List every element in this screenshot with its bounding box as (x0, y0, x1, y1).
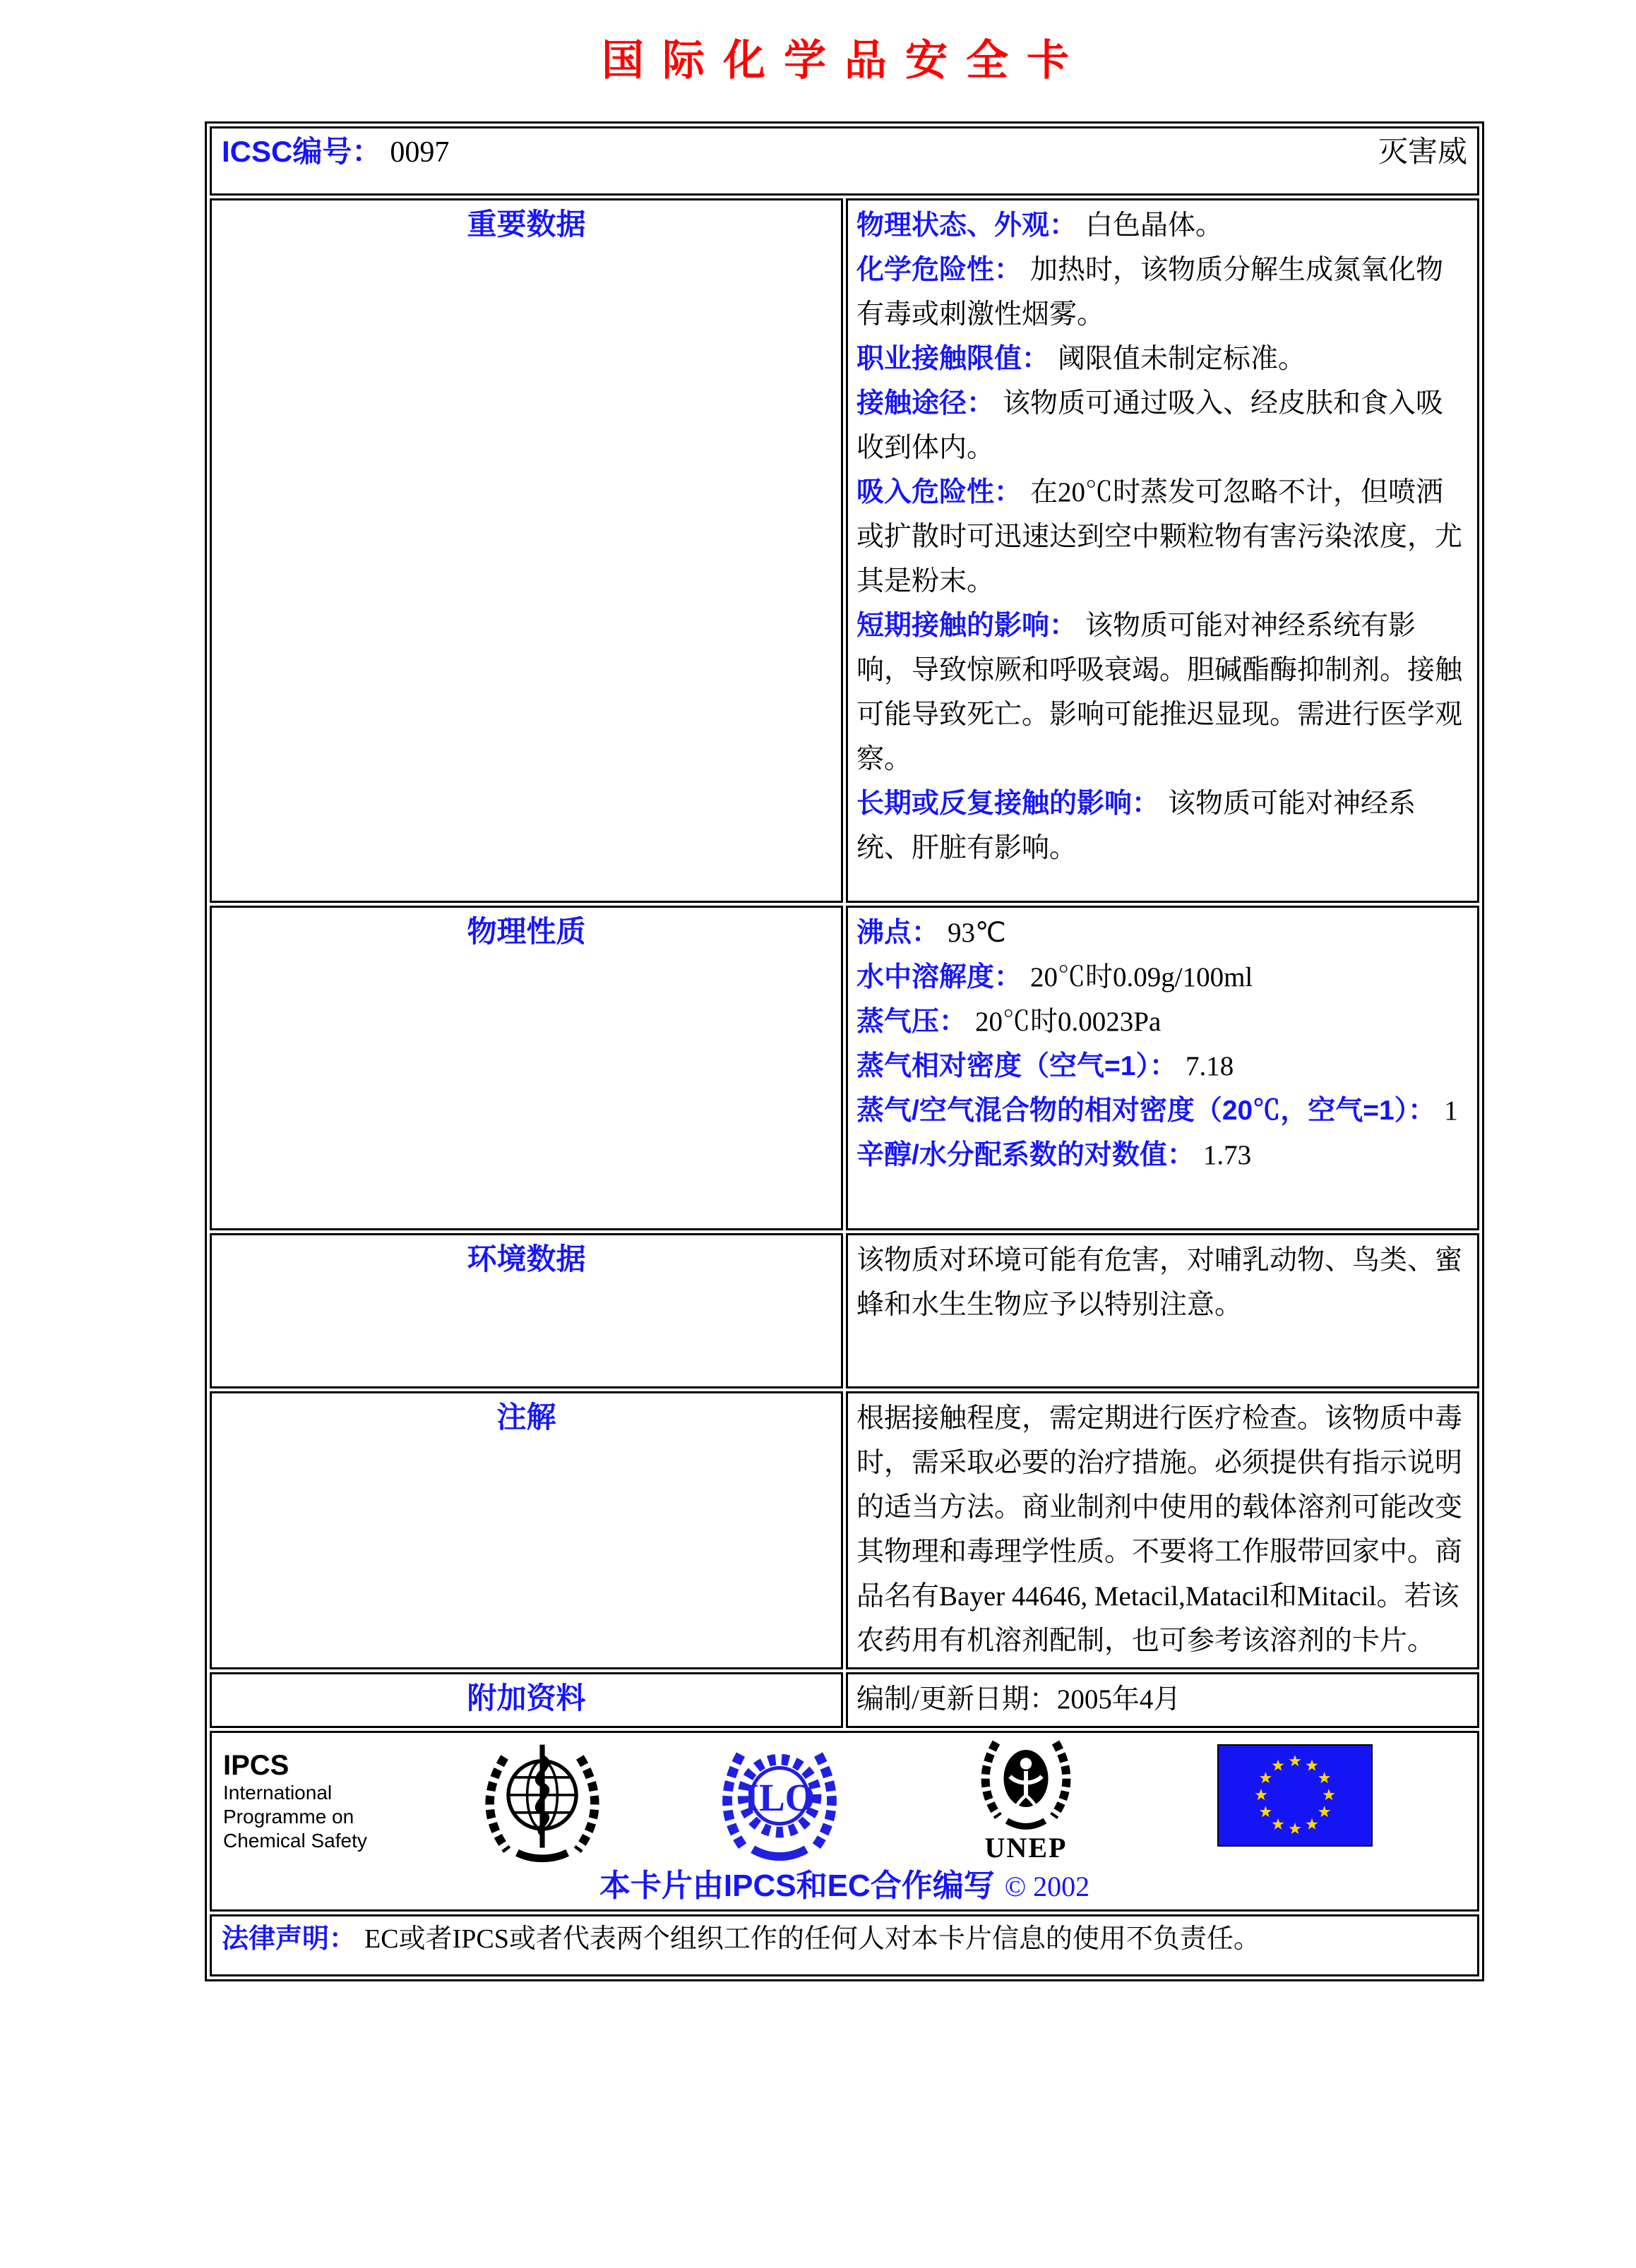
notes-text: 根据接触程度，需定期进行医疗检查。该物质中毒时，需采取必要的治疗措施。必须提供有指示说明的适当方法。商业制剂中使用的载体溶剂可能改变其物理和毒理学性质。不要将工作服带回家中。商品名有Bayer 44646, Metacil,Matacil和Mitacil。若该农药用有机溶剂配制，也可参考该溶剂的卡片。 (856, 1403, 1463, 1656)
eu-flag-icon (1217, 1744, 1373, 1850)
important-item: 化学危险性： 加热时，该物质分解生成氮氧化物有毒或刺激性烟雾。 (856, 255, 1444, 330)
legal-row (210, 1914, 1479, 1976)
section-label-notes: 注解 (210, 1391, 843, 1669)
physical-properties-row (210, 906, 1479, 1230)
physical-property-line: 蒸气压： 20℃时0.0023Pa (856, 1007, 1162, 1037)
section-label-physical: 物理性质 (210, 906, 843, 1230)
additional-info-text: 编制/更新日期：2005年4月 (856, 1684, 1181, 1715)
additional-info-content (846, 1672, 1479, 1728)
unep-label: UNEP (984, 1832, 1068, 1864)
copyright-text: © 2002 (1004, 1871, 1090, 1902)
important-item: 长期或反复接触的影响： 该物质可能对神经系统、肝脏有影响。 (856, 788, 1416, 863)
svg-text:ILO: ILO (744, 1775, 816, 1819)
important-data-content (846, 198, 1479, 903)
chemical-name: 灭害威 (1378, 136, 1467, 169)
ipcs-block (223, 1750, 367, 1853)
important-item: 物理状态、外观： 白色晶体。 (856, 210, 1224, 241)
important-item: 短期接触的影响： 该物质可能对神经系统有影响，导致惊厥和呼吸衰竭。胆碱酯酶抑制剂。接触可能导致死亡。影响可能推迟显现。需进行医学观察。 (856, 611, 1463, 774)
unep-emblem-icon (959, 1736, 1093, 1864)
physical-property-line: 辛醇/水分配系数的对数值： 1.73 (856, 1140, 1252, 1170)
ilo-emblem-icon (717, 1740, 842, 1865)
legal-label: 法律声明： (222, 1924, 357, 1954)
credit-text: 本卡片由IPCS和EC合作编写 (599, 1868, 995, 1903)
notes-row (210, 1391, 1479, 1669)
section-label-important: 重要数据 (210, 198, 843, 903)
ipcs-subtitle-line: Chemical Safety (223, 1830, 367, 1852)
footer-row (210, 1731, 1479, 1912)
icsc-number-value: 0097 (390, 136, 450, 169)
ipcs-subtitle-line: International (223, 1782, 333, 1804)
physical-properties-content (846, 906, 1479, 1230)
environmental-data-content (846, 1233, 1479, 1388)
important-item: 职业接触限值： 阈限值未制定标准。 (856, 344, 1306, 374)
important-item: 接触途径： 该物质可通过吸入、经皮肤和食入吸收到体内。 (856, 388, 1444, 463)
who-emblem-icon (479, 1737, 606, 1866)
credit-line (212, 1860, 1477, 1905)
physical-property-line: 水中溶解度： 20℃时0.09g/100ml (856, 962, 1253, 992)
ipcs-title: IPCS (223, 1750, 289, 1781)
physical-property-line: 沸点： 93℃ (856, 918, 1006, 948)
notes-content (846, 1391, 1479, 1669)
icsc-table (205, 121, 1484, 1981)
environmental-data-text: 该物质对环境可能有危害，对哺乳动物、鸟类、蜜蜂和水生生物应予以特别注意。 (856, 1245, 1463, 1320)
section-label-additional: 附加资料 (210, 1672, 843, 1728)
icsc-number-label: ICSC编号： (222, 135, 382, 168)
ipcs-subtitle-line: Programme on (223, 1806, 354, 1828)
legal-text: EC或者IPCS或者代表两个组织工作的任何人对本卡片信息的使用不负责任。 (364, 1924, 1260, 1954)
environmental-data-row (210, 1233, 1479, 1388)
important-item: 吸入危险性： 在20℃时蒸发可忽略不计，但喷洒或扩散时可迅速达到空中颗粒物有害污染浓度，尤其是粉末。 (856, 477, 1463, 596)
physical-property-line: 蒸气/空气混合物的相对密度（20℃，空气=1）： 1 (856, 1096, 1458, 1126)
physical-property-line: 蒸气相对密度（空气=1）： 7.18 (856, 1051, 1234, 1081)
icsc-number-group (222, 128, 449, 171)
header-row (210, 126, 1479, 196)
important-data-row (210, 198, 1479, 903)
page-title: 国际化学品安全卡 (602, 37, 1087, 84)
section-label-environment: 环境数据 (210, 1233, 843, 1388)
icsc-card (205, 121, 1484, 1981)
additional-info-row (210, 1672, 1479, 1728)
